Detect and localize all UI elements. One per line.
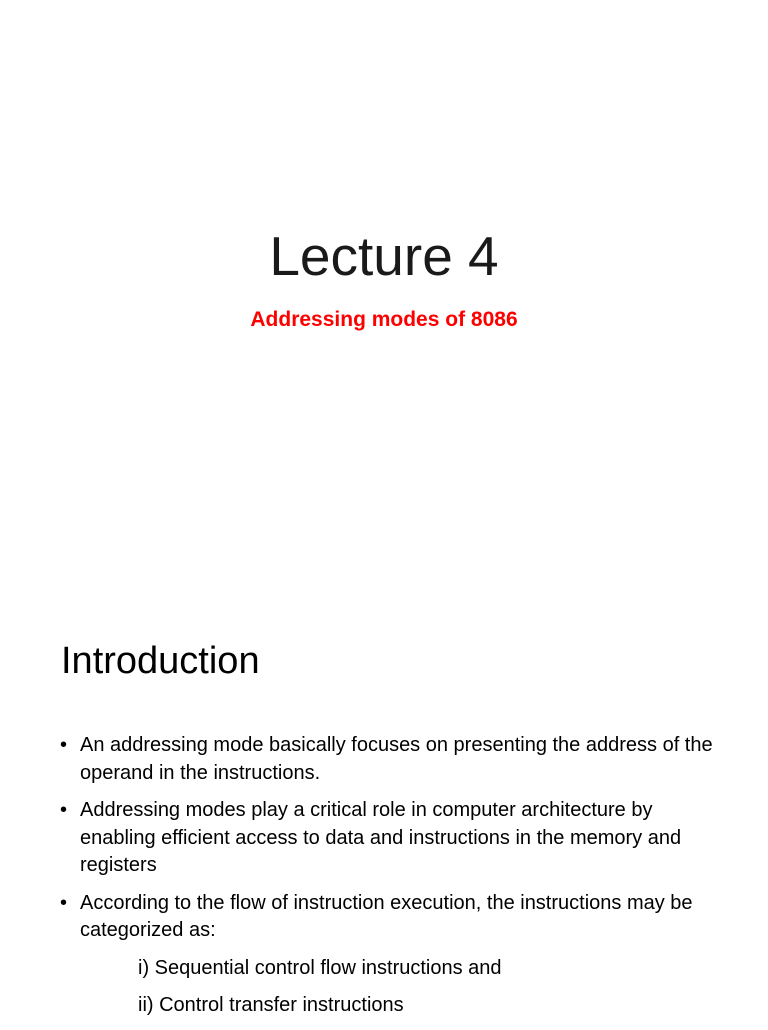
bullet-text: Addressing modes play a critical role in computer architecture by enabling efficient access to data and instructions in the memory and registers: [80, 799, 682, 876]
bullet-text: An addressing mode basically focuses on presenting the address of the operand in the instructions.: [80, 734, 713, 784]
bullet-text: According to the flow of instruction execution, the instructions may be categorized as:: [80, 891, 693, 941]
sub-item: ii) Control transfer instructions: [138, 994, 404, 1016]
bullet-item: [58, 732, 718, 787]
bullet-dot-icon: •: [60, 799, 68, 821]
bullet-dot-icon: •: [60, 891, 68, 914]
bullet-dot-icon: •: [60, 734, 68, 756]
introduction-slide: [0, 576, 768, 1024]
bullet-list: [58, 732, 718, 1030]
bullet-item: [58, 797, 718, 880]
lecture-subtitle: Addressing modes of 8086: [250, 308, 518, 331]
section-heading: Introduction: [61, 640, 260, 682]
sub-item: i) Sequential control flow instructions and: [138, 956, 502, 979]
bullet-item: [58, 890, 718, 945]
lecture-title: Lecture 4: [269, 225, 499, 287]
